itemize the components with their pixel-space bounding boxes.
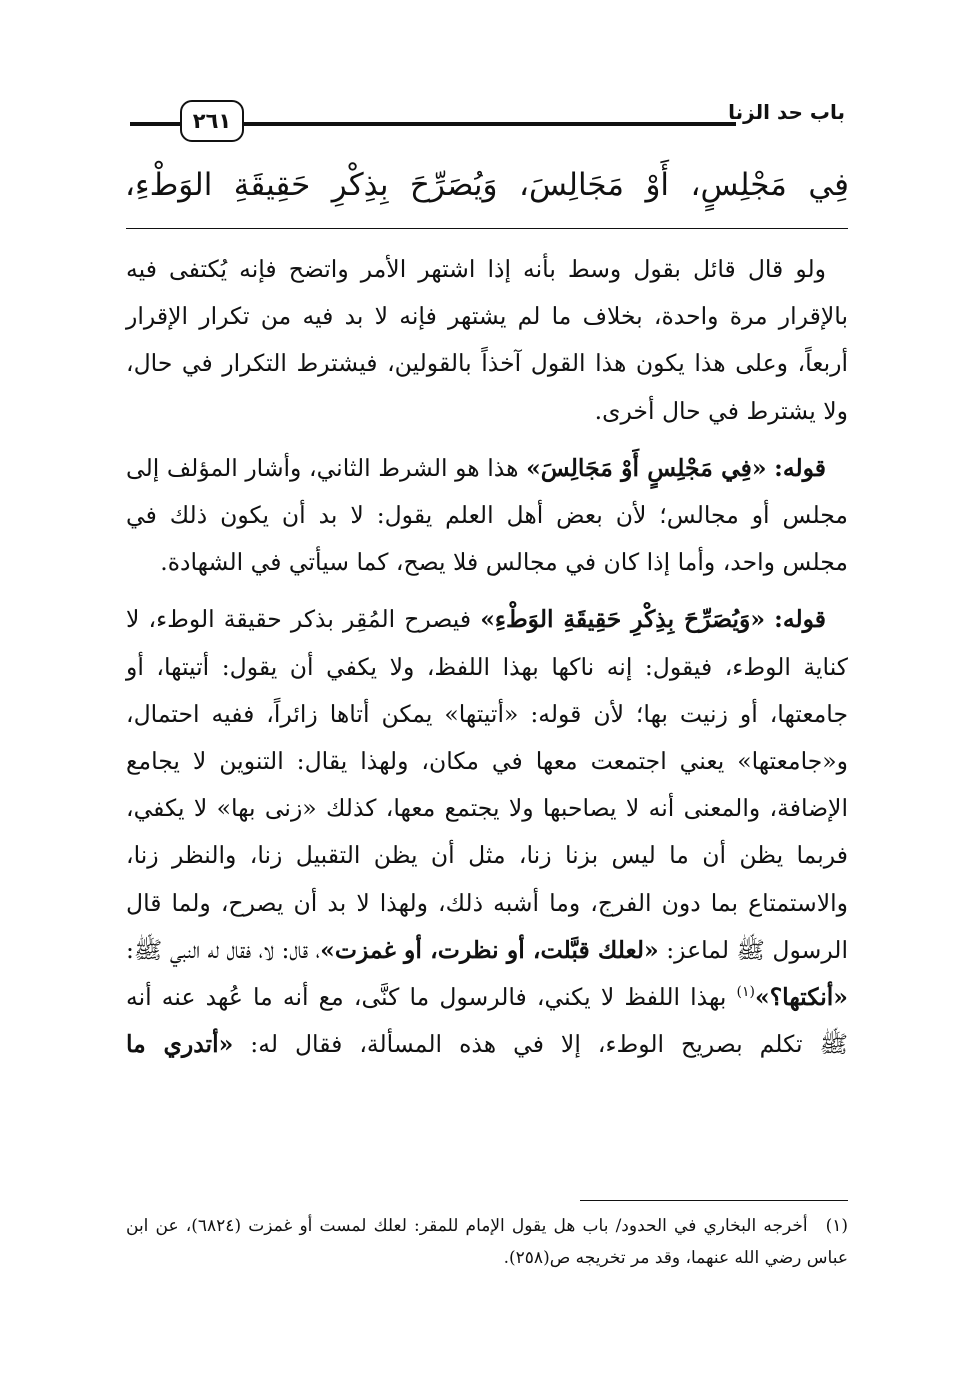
matn-text: فِي مَجْلِسٍ، أَوْ مَجَالِسَ، وَيُصَرِّحَ بِذِكْرِ حَقِيقَةِ الوَطْءِ، xyxy=(125,167,849,203)
hadith-quote: «لعلك قبَّلت، أو نظرت، أو غمزت» xyxy=(320,935,659,964)
hadith-quote: «أتدري ما xyxy=(126,1030,234,1059)
paragraph-1: ولو قال قائل بقول وسط بأنه إذا اشتهر الأمر واتضح فإنه يُكتفى فيه بالإقرار مرة واحدة، بخلاف ما لم يشتهر فإنه لا بد فيه من تكرار الإقرار أربعاً، وعلى هذا يكون هذا القول آخذاً بالقولين، فيشترط التكرار في حال، ولا يشترط في حال أخرى. xyxy=(126,255,848,425)
footnote-divider xyxy=(580,1200,848,1201)
paragraph-3-text-a: فيصرح المُقِر بذكر حقيقة الوطء، لا كناية الوطء، فيقول: إنه ناكها بهذا اللفظ، ولا يكفي أن يقول: أتيتها، أو جامعتها، أو زنيت بها؛ لأن قوله: «أتيتها» يمكن أتاها زائراً، ففيه احتمال، و«جامعتها» يعني اجتمعت معها في مكان، ولهذا يقال: التنوين لا يجامع الإضافة، والمعنى أنه لا يصاحبها ولا يجتمع معها، كذلك «زنى بها» لا يكفي، فربما يظن أن ما ليس بزنا زنا، مثل أن يظن التقبيل زنا، والنظر زنا، والاستمتاع بما دون الفرج، وما أشبه ذلك، ولهذا لا بد أن يصرح، ولما قال الرسول ﷺ لماعز: xyxy=(126,605,848,964)
hadith-quote: «أنكتها؟» xyxy=(755,983,848,1012)
paragraph-3-text-b: ، قال: لا، فقال له النبي ﷺ: xyxy=(126,935,321,964)
matn-divider xyxy=(126,228,848,229)
page-number: ٢٦١ xyxy=(180,100,244,142)
paragraph-2 xyxy=(126,445,848,587)
matn-quote: «وَيُصَرِّحَ بِذِكْرِ حَقِيقَةِ الوَطْءِ» xyxy=(480,605,766,634)
header-rule-right xyxy=(244,122,736,126)
paragraph-3-text-c: بهذا اللفظ لا يكني، فالرسول ما كنَّى، مع أنه ما عُهد عنه أنه ﷺ تكلم بصريح الوطء، إلا في هذه المسألة، فقال له: xyxy=(126,983,848,1059)
qawluhu-label: قوله: xyxy=(774,605,826,634)
footnote-text: أخرجه البخاري في الحدود/ باب هل يقول الإمام للمقر: لعلك لمست أو غمزت (٦٨٢٤)، عن ابن عباس رضي الله عنهما، وقد مر تخريجه ص(٢٥٨). xyxy=(126,1216,848,1268)
header-rule-left xyxy=(130,122,180,126)
paragraph-2-text: هذا هو الشرط الثاني، وأشار المؤلف إلى مجلس أو مجالس؛ لأن بعض أهل العلم يقول: لا بد أن يكون ذلك في مجلس واحد، وأما إذا كان في مجالس فلا يصح، كما سيأتي في الشهادة. xyxy=(126,453,848,577)
commentary-body xyxy=(126,246,848,1068)
footnote-mark: (١) xyxy=(825,1216,848,1236)
footnote-reference[interactable]: (١) xyxy=(736,984,756,1001)
footnote-1 xyxy=(126,1210,848,1274)
paragraph-3 xyxy=(126,596,848,1068)
qawluhu-label: قوله: xyxy=(774,453,826,482)
matn-quote: «فِي مَجْلِسٍ أَوْ مَجَالِسَ» xyxy=(526,453,767,482)
running-title: باب حد الزنا xyxy=(728,100,845,124)
